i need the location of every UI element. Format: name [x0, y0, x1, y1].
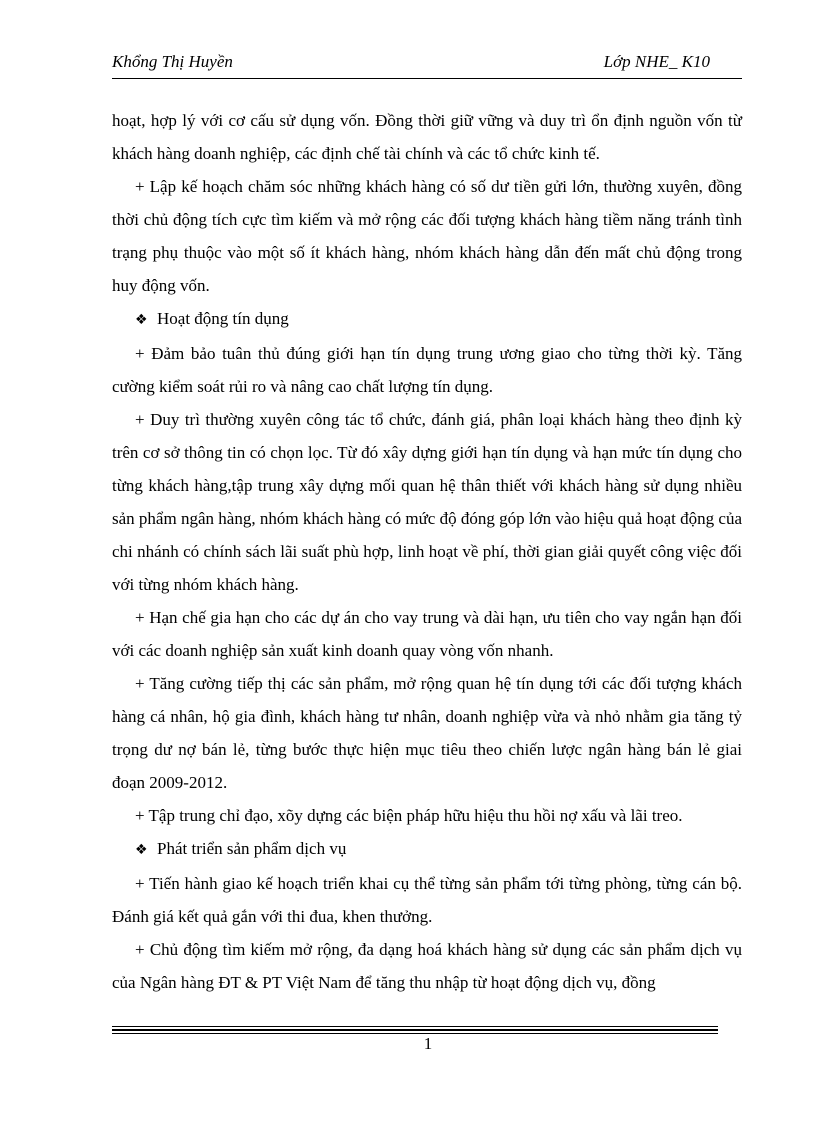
paragraph: + Chủ động tìm kiếm mở rộng, đa dạng hoá khách hàng sử dụng các sản phẩm dịch vụ của Ngân hàng ĐT & PT Việt Nam để tăng thu nhập từ hoạt động dịch vụ, đồng [112, 940, 742, 992]
paragraph: + Lập kế hoạch chăm sóc những khách hàng có số dư tiền gửi lớn, thường xuyên, đồng thời chủ động tích cực tìm kiếm và mở rộng các đối tượng khách hàng tiềm năng tránh tình trạng phụ thuộc vào một số ít khách hàng, nhóm khách hàng dẫn đến mất chủ động trong huy động vốn. [112, 177, 742, 295]
paragraph: + Tập trung chỉ đạo, xõy dựng các biện pháp hữu hiệu thu hồi nợ xấu và lãi treo. [135, 806, 683, 825]
paragraph: + Đảm bảo tuân thủ đúng giới hạn tín dụng trung ương giao cho từng thời kỳ. Tăng cường kiểm soát rủi ro và nâng cao chất lượng tín dụng. [112, 344, 742, 396]
diamond-bullet-icon: ❖ [135, 312, 148, 328]
diamond-bullet-icon: ❖ [135, 842, 148, 858]
document-body [112, 104, 742, 999]
author-name: Khổng Thị Huyền [112, 52, 233, 71]
paragraph: + Tiến hành giao kế hoạch triển khai cụ thể từng sản phẩm tới từng phòng, từng cán bộ. Đánh giá kết quả gắn với thi đua, khen thưởng. [112, 874, 742, 926]
paragraph: + Duy trì thường xuyên công tác tổ chức, đánh giá, phân loại khách hàng theo định kỳ trên cơ sở thông tin có chọn lọc. Từ đó xây dựng giới hạn tín dụng và hạn mức tín dụng cho từng khách hàng,tập trung xây dựng mối quan hệ thân thiết với khách hàng sử dụng nhiều sản phẩm ngân hàng, nhóm khách hàng có mức độ đóng góp lớn vào hiệu quả hoạt động của chi nhánh có chính sách lãi suất phù hợp, linh hoạt về phí, thời gian giải quyết công việc đối với từng nhóm khách hàng. [112, 410, 742, 594]
page-number: 1 [423, 1034, 433, 1053]
paragraph: + Tăng cường tiếp thị các sản phẩm, mở rộng quan hệ tín dụng tới các đối tượng khách hàng cá nhân, hộ gia đình, khách hàng tư nhân, doanh nghiệp vừa và nhỏ nhằm gia tăng tỷ trọng dư nợ bán lẻ, từng bước thực hiện mục tiêu theo chiến lược ngân hàng bán lẻ giai đoạn 2009-2012. [112, 674, 742, 792]
section-heading-text: Phát triển sản phẩm dịch vụ [157, 839, 347, 858]
paragraph: + Hạn chế gia hạn cho các dự án cho vay trung và dài hạn, ưu tiên cho vay ngắn hạn đối với các doanh nghiệp sản xuất kinh doanh quay vòng vốn nhanh. [112, 608, 742, 660]
paragraph: hoạt, hợp lý với cơ cấu sử dụng vốn. Đồng thời giữ vững và duy trì ổn định nguồn vốn từ khách hàng doanh nghiệp, các định chế tài chính và các tổ chức kinh tế. [112, 111, 742, 163]
section-heading-credit [112, 302, 742, 337]
page-header [112, 52, 722, 78]
section-heading-text: Hoạt động tín dụng [157, 309, 289, 328]
header-divider [112, 78, 742, 79]
footer-divider [112, 1026, 718, 1027]
footer-divider [112, 1029, 718, 1031]
class-label: Lớp NHE_ K10 [603, 52, 710, 71]
section-heading-services [112, 832, 742, 867]
